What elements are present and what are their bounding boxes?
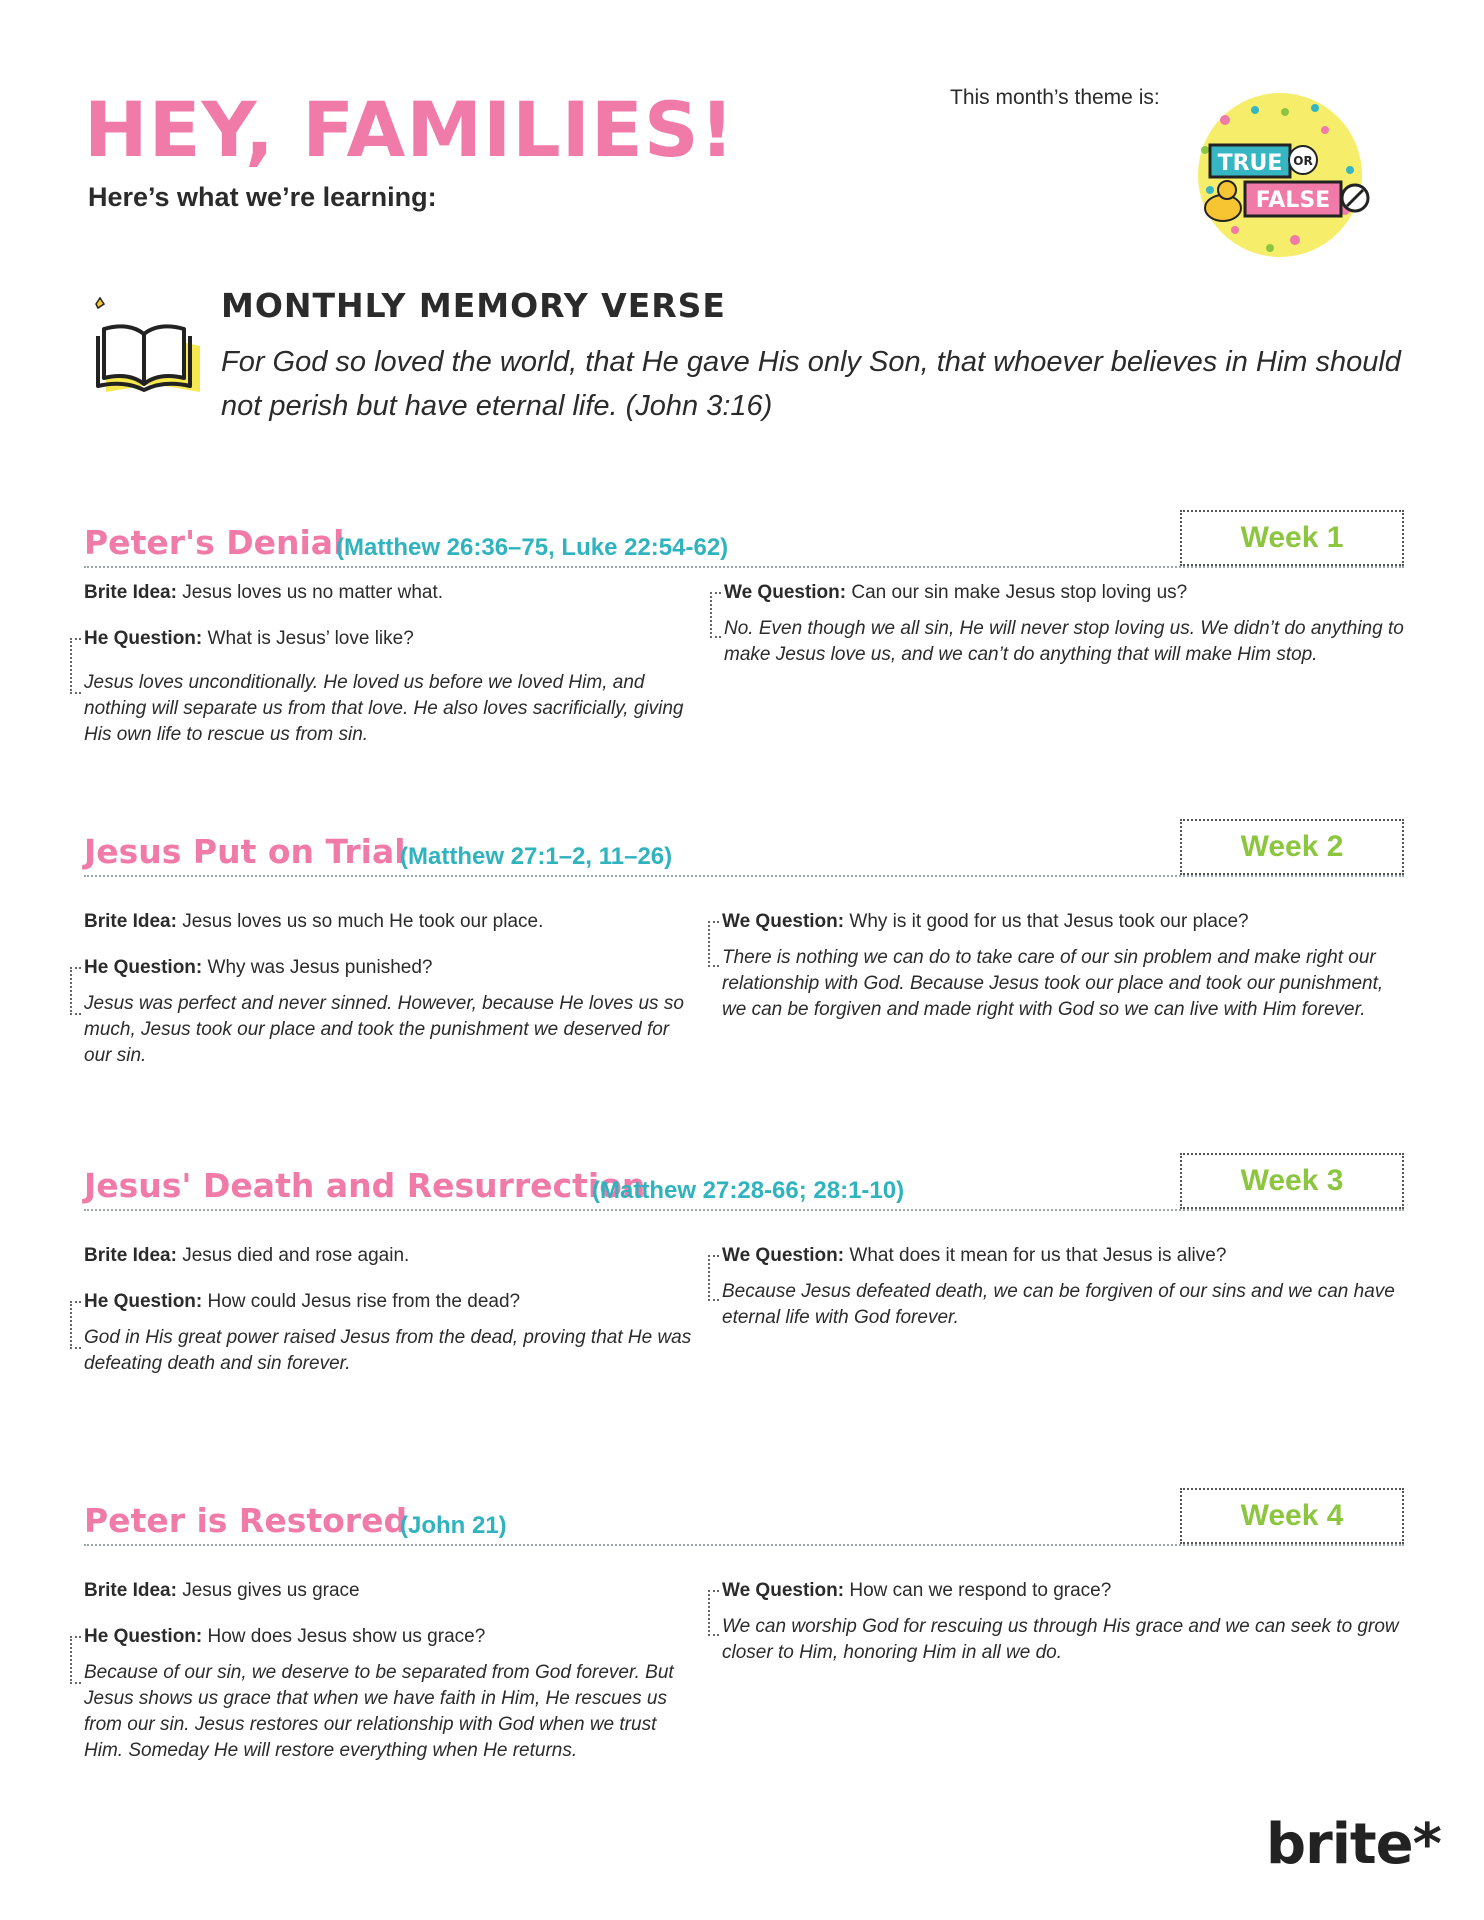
brite-idea	[84, 580, 694, 606]
we-question-label: We Question:	[724, 582, 847, 603]
page-subtitle: Here’s what we’re learning:	[88, 182, 437, 212]
we-question	[722, 909, 1404, 935]
he-question	[84, 1624, 694, 1650]
he-question-label: He Question:	[84, 1291, 203, 1312]
we-answer: We can worship God for rescuing us through His grace and we can seek to grow closer to Him, honoring Him in all we do.	[722, 1616, 1399, 1663]
week-label: Week 4	[1180, 1488, 1404, 1544]
scripture-reference: (Matthew 27:28-66; 28:1-10)	[592, 1177, 905, 1204]
we-question-label: We Question:	[722, 911, 845, 932]
divider	[84, 566, 1404, 568]
right-column	[722, 1578, 1404, 1666]
divider	[84, 875, 1404, 877]
memory-verse-text: For God so loved the world, that He gave His only Son, that whoever believes in Him should not perish but have eternal life. (John 3:16)	[221, 346, 1401, 422]
page-title: HEY, FAMILIES!	[84, 85, 736, 174]
week-3-section	[84, 1153, 1404, 1403]
week-4-section	[84, 1488, 1404, 1788]
he-question-text: How does Jesus show us grace?	[207, 1626, 486, 1647]
divider	[84, 1544, 1404, 1546]
we-question-text: Why is it good for us that Jesus took our place?	[849, 911, 1249, 932]
brite-idea-text: Jesus gives us grace	[182, 1580, 360, 1601]
theme-word-true: TRUE	[1217, 151, 1283, 176]
week-label: Week 1	[1180, 510, 1404, 566]
bracket	[70, 1301, 81, 1349]
we-question-block	[722, 909, 1404, 1023]
scripture-reference: (John 21)	[400, 1512, 507, 1539]
brite-idea	[84, 1578, 694, 1604]
he-question-label: He Question:	[84, 628, 203, 649]
he-answer: Because of our sin, we deserve to be separated from God forever. But Jesus shows us grace that when we have faith in Him, He rescues us from our sin. Jesus restores our relationship with God when we trust Him. Someday He will restore everything when He returns.	[84, 1662, 674, 1761]
book-icon	[84, 284, 204, 404]
theme-label: This month’s theme is:	[950, 86, 1160, 109]
brite-idea-label: Brite Idea:	[84, 911, 177, 932]
he-answer: Jesus loves unconditionally. He loved us before we loved Him, and nothing will separate us from that love. He also loves sacrificially, giving His own life to rescue us from sin.	[84, 672, 684, 745]
we-question	[722, 1243, 1404, 1269]
we-question-block	[722, 1578, 1404, 1666]
week-label: Week 3	[1180, 1153, 1404, 1209]
bracket	[70, 1636, 81, 1684]
left-column	[84, 909, 694, 1069]
we-question-text: What does it mean for us that Jesus is alive?	[849, 1245, 1227, 1266]
week-header	[84, 510, 1404, 570]
bracket	[708, 1255, 719, 1301]
brite-idea-label: Brite Idea:	[84, 1580, 177, 1601]
left-column	[84, 1578, 694, 1764]
he-question-block	[84, 1624, 694, 1764]
week-header	[84, 819, 1404, 879]
bracket	[708, 921, 719, 967]
brite-idea-text: Jesus died and rose again.	[182, 1245, 410, 1266]
he-question-block	[84, 955, 694, 1069]
he-question-text: What is Jesus’ love like?	[207, 628, 414, 649]
lesson-title: Jesus Put on Trial	[84, 832, 406, 871]
right-column	[722, 909, 1404, 1023]
he-answer: God in His great power raised Jesus from the dead, proving that He was defeating death and sin forever.	[84, 1327, 692, 1374]
brite-idea-text: Jesus loves us no matter what.	[182, 582, 444, 603]
we-answer: No. Even though we all sin, He will never stop loving us. We didn’t do anything to make Jesus love us, and we can’t do anything that will make Him stop.	[724, 618, 1404, 665]
week-header	[84, 1153, 1404, 1213]
we-question-text: How can we respond to grace?	[849, 1580, 1112, 1601]
theme-word-false: FALSE	[1255, 188, 1331, 213]
he-question-block	[84, 626, 694, 748]
we-question-label: We Question:	[722, 1245, 845, 1266]
we-answer: There is nothing we can do to take care of our sin problem and make right our relationship with God. Because Jesus took our place and took our punishment, we can be forgiven and made right with God so we can live with Him forever.	[722, 947, 1384, 1020]
he-answer: Jesus was perfect and never sinned. However, because He loves us so much, Jesus took our place and took the punishment we deserved for our sin.	[84, 993, 684, 1066]
left-column	[84, 1243, 694, 1377]
we-answer: Because Jesus defeated death, we can be forgiven of our sins and we can have eternal life with God forever.	[722, 1281, 1395, 1328]
brite-idea-label: Brite Idea:	[84, 582, 177, 603]
bracket	[710, 592, 721, 638]
scripture-reference: (Matthew 26:36–75, Luke 22:54-62)	[336, 534, 729, 561]
he-question-label: He Question:	[84, 957, 203, 978]
bracket	[70, 967, 81, 1015]
he-question-text: How could Jesus rise from the dead?	[207, 1291, 521, 1312]
we-question	[724, 580, 1404, 606]
brite-logo: brite*	[1266, 1812, 1441, 1877]
we-question-block	[722, 1243, 1404, 1331]
lesson-title: Jesus' Death and Resurrection	[84, 1166, 646, 1205]
bracket	[708, 1590, 719, 1636]
he-question-block	[84, 1289, 694, 1377]
right-column	[724, 580, 1404, 668]
he-question	[84, 626, 694, 652]
memory-verse-heading: MONTHLY MEMORY VERSE	[221, 286, 726, 325]
lesson-title: Peter's Denial	[84, 523, 345, 562]
bracket	[70, 638, 81, 694]
brite-idea	[84, 1243, 694, 1269]
we-question-text: Can our sin make Jesus stop loving us?	[851, 582, 1188, 603]
we-question	[722, 1578, 1404, 1604]
week-1-section	[84, 510, 1404, 750]
week-2-section	[84, 819, 1404, 1079]
we-question-label: We Question:	[722, 1580, 845, 1601]
lesson-title: Peter is Restored	[84, 1501, 408, 1540]
brite-idea-text: Jesus loves us so much He took our place.	[182, 911, 544, 932]
theme-word-or: OR	[1293, 154, 1313, 168]
scripture-reference: (Matthew 27:1–2, 11–26)	[400, 843, 673, 870]
brite-idea	[84, 909, 694, 935]
he-question-text: Why was Jesus punished?	[207, 957, 433, 978]
brite-idea-label: Brite Idea:	[84, 1245, 177, 1266]
theme-badge-logo	[1175, 90, 1385, 260]
left-column	[84, 580, 694, 748]
divider	[84, 1209, 1404, 1211]
we-question-block	[724, 580, 1404, 668]
he-question	[84, 955, 694, 981]
week-header	[84, 1488, 1404, 1548]
week-label: Week 2	[1180, 819, 1404, 875]
right-column	[722, 1243, 1404, 1331]
he-question	[84, 1289, 694, 1315]
he-question-label: He Question:	[84, 1626, 203, 1647]
